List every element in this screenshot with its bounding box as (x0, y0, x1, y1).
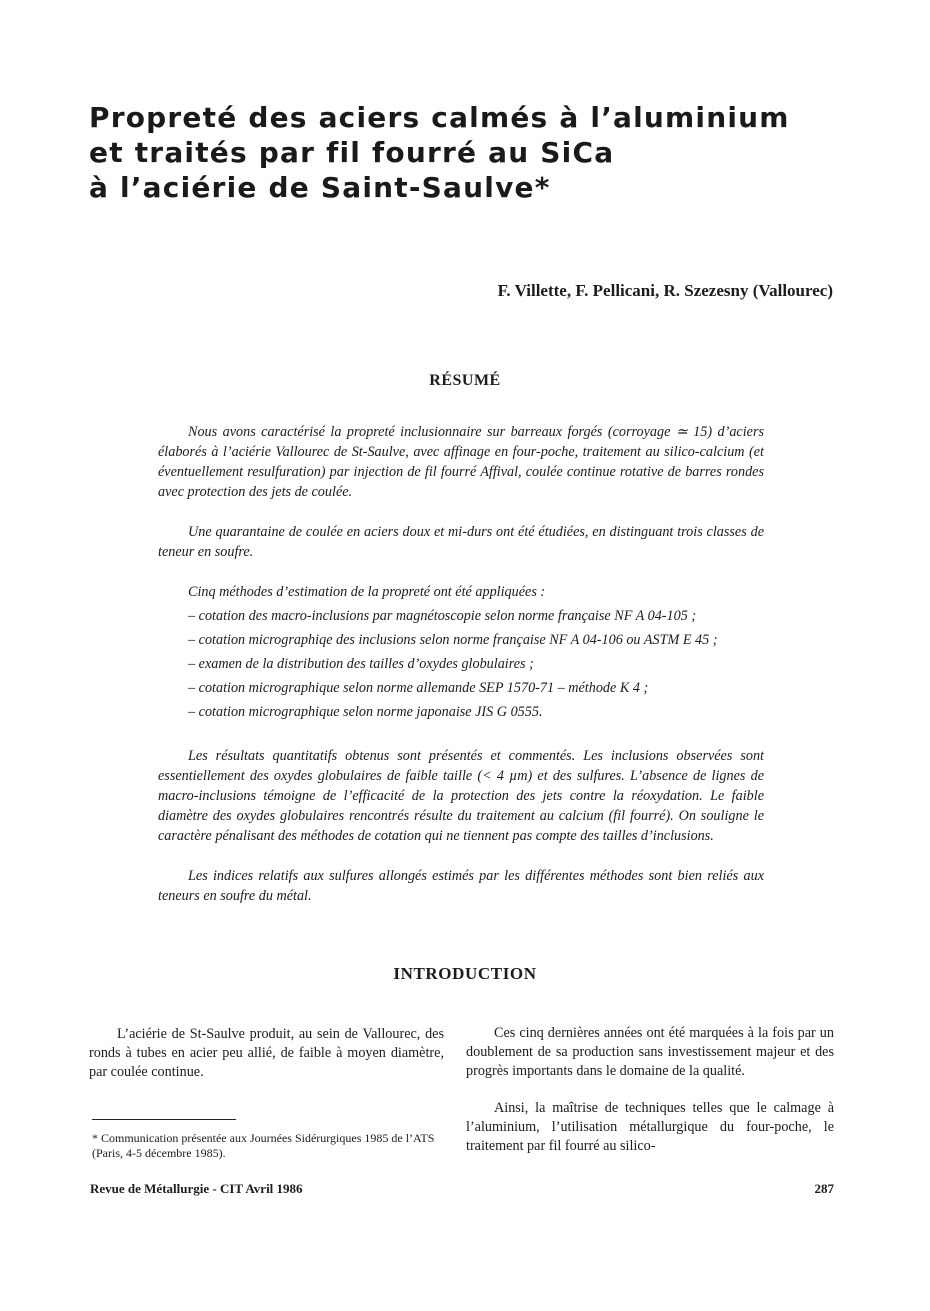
resume-heading: RÉSUMÉ (429, 372, 501, 389)
abstract-paragraph-2: Une quarantaine de coulée en aciers doux et mi-durs ont été étudiées, en distinguant trois classes de teneur en soufre. (158, 524, 764, 560)
method-item: – examen de la distribution des tailles d’oxydes globulaires ; (188, 656, 534, 672)
title-line-2: et traités par fil fourré au SiCa (89, 136, 615, 169)
method-item: – cotation micrographique selon norme japonaise JIS G 0555. (188, 704, 543, 720)
method-item: – cotation des macro-inclusions par magnétoscopie selon norme française NF A 04-105 ; (188, 608, 697, 624)
author-list: F. Villette, F. Pellicani, R. Szezesny (Vallourec) (497, 281, 833, 300)
left-column (89, 1025, 444, 1082)
right-column (466, 1024, 834, 1156)
intro-paragraph-right-1: Ces cinq dernières années ont été marquées à la fois par un doublement de sa production sans investissement majeur et des progrès importants dans le domaine de la qualité. (466, 1025, 834, 1079)
abstract (158, 422, 764, 906)
abstract-paragraph-1: Nous avons caractérisé la propreté inclusionnaire sur barreaux forgés (corroyage ≃ 15) d’aciers élaborés à l’aciérie Vallourec de St-Saulve, avec affinage en four-poche, traitement au silico-calcium (et éventuellement resulfuration) par injection de fil fourré Affival, coulée continue rotative de barres rondes avec protection des jets de coulée. (158, 424, 764, 500)
intro-paragraph-left: L’aciérie de St-Saulve produit, au sein de Vallourec, des ronds à tubes en acier peu allié, de faible à moyen diamètre, par coulée continue. (89, 1026, 444, 1080)
introduction-heading: INTRODUCTION (393, 964, 537, 983)
methods-intro: Cinq méthodes d’estimation de la propreté ont été appliquées : (188, 584, 546, 600)
title-line-3: à l’aciérie de Saint-Saulve* (89, 171, 551, 204)
intro-paragraph-right-2: Ainsi, la maîtrise de techniques telles que le calmage à l’aluminium, l’utilisation métallurgique du four-poche, le traitement par fil fourré au silico- (466, 1100, 834, 1154)
footnote-divider (92, 1119, 236, 1120)
method-item: – cotation micrographiqe des inclusions selon norme française NF A 04-106 ou ASTM E 45 ; (188, 632, 718, 648)
method-item: – cotation micrographique selon norme allemande SEP 1570-71 – méthode K 4 ; (188, 680, 649, 696)
footnote: * Communication présentée aux Journées Sidérurgiques 1985 de l’ATS (Paris, 4-5 décembre 1985). (92, 1131, 435, 1160)
article-title (89, 100, 849, 205)
abstract-paragraph-5: Les indices relatifs aux sulfures allongés estimés par les différentes méthodes sont bien reliés aux teneurs en soufre du métal. (158, 868, 764, 904)
page-number: 287 (814, 1181, 834, 1196)
abstract-paragraph-4: Les résultats quantitatifs obtenus sont présentés et commentés. Les inclusions observées sont essentiellement des oxydes globulaires de faible taille (< 4 µm) et des sulfures. L’absence de lignes de macro-inclusions témoigne de l’efficacité de la protection des jets contre la réoxydation. Le faible diamètre des oxydes globulaires rencontrés résulte du traitement au calcium (fil fourré). On souligne le caractère pénalisant des méthodes de cotation qui ne tiennent pas compte des tailles d’inclusions. (158, 748, 764, 844)
journal-footer: Revue de Métallurgie - CIT Avril 1986 (90, 1181, 303, 1196)
title-line-1: Propreté des aciers calmés à l’aluminium (89, 101, 790, 134)
